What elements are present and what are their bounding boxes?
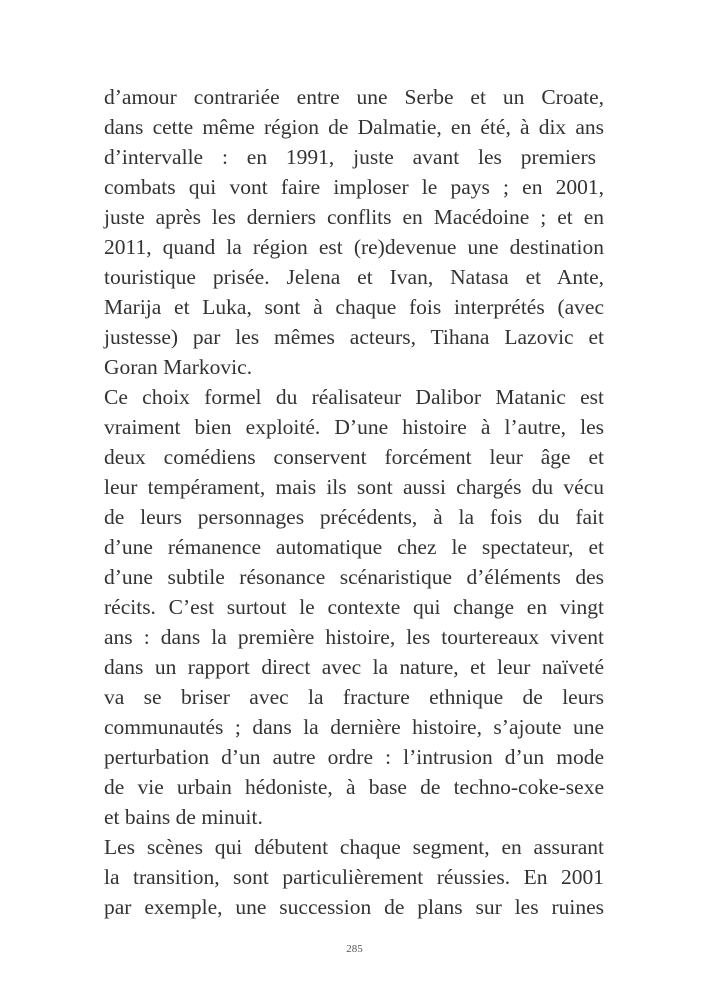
text-line: Goran Markovic. <box>104 355 253 379</box>
text-line: d’une subtile résonance scénaristique d’éléments des <box>104 565 604 589</box>
text-line: d’une rémanence automatique chez le spectateur, et <box>104 535 604 559</box>
text-line: perturbation d’un autre ordre : l’intrusion d’un mode <box>104 745 604 769</box>
text-line: leur tempérament, mais ils sont aussi chargés du vécu <box>104 475 604 499</box>
text-line: par exemple, une succession de plans sur les ruines <box>104 895 604 919</box>
text-line: Marija et Luka, sont à chaque fois interprétés (avec <box>104 295 604 319</box>
text-line: dans cette même région de Dalmatie, en été, à dix ans <box>104 115 604 139</box>
text-line: récits. C’est surtout le contexte qui change en vingt <box>104 595 604 619</box>
text-line: de leurs personnages précédents, à la fois du fait <box>104 505 604 529</box>
text-line: d’amour contrariée entre une Serbe et un Croate, <box>104 85 604 109</box>
text-line: deux comédiens conservent forcément leur âge et <box>104 445 604 469</box>
text-line: et bains de minuit. <box>104 805 263 829</box>
paragraph <box>104 832 604 922</box>
text-line: d’intervalle : en 1991, juste avant les premiers <box>104 145 596 169</box>
text-line: va se briser avec la fracture ethnique de leurs <box>104 685 604 709</box>
body-text <box>104 82 604 922</box>
text-line: vraiment bien exploité. D’une histoire à l’autre, les <box>104 415 604 439</box>
text-line: justesse) par les mêmes acteurs, Tihana Lazovic et <box>104 325 604 349</box>
paragraph <box>104 382 604 832</box>
text-line: dans un rapport direct avec la nature, et leur naïveté <box>104 655 604 679</box>
text-line: la transition, sont particulièrement réussies. En 2001 <box>104 865 604 889</box>
text-line: touristique prisée. Jelena et Ivan, Natasa et Ante, <box>104 265 604 289</box>
text-line: communautés ; dans la dernière histoire, s’ajoute une <box>104 715 604 739</box>
page-number: 285 <box>346 943 363 955</box>
text-line: 2011, quand la région est (re)devenue une destination <box>104 235 604 259</box>
text-line: combats qui vont faire imploser le pays ; en 2001, <box>104 175 604 199</box>
text-line: ans : dans la première histoire, les tourtereaux vivent <box>104 625 604 649</box>
text-line: juste après les derniers conflits en Macédoine ; et en <box>104 205 604 229</box>
paragraph <box>104 82 604 382</box>
text-line: Les scènes qui débutent chaque segment, en assurant <box>104 835 604 859</box>
text-line: de vie urbain hédoniste, à base de techno-coke-sexe <box>104 775 604 799</box>
text-line: Ce choix formel du réalisateur Dalibor Matanic est <box>104 385 604 409</box>
